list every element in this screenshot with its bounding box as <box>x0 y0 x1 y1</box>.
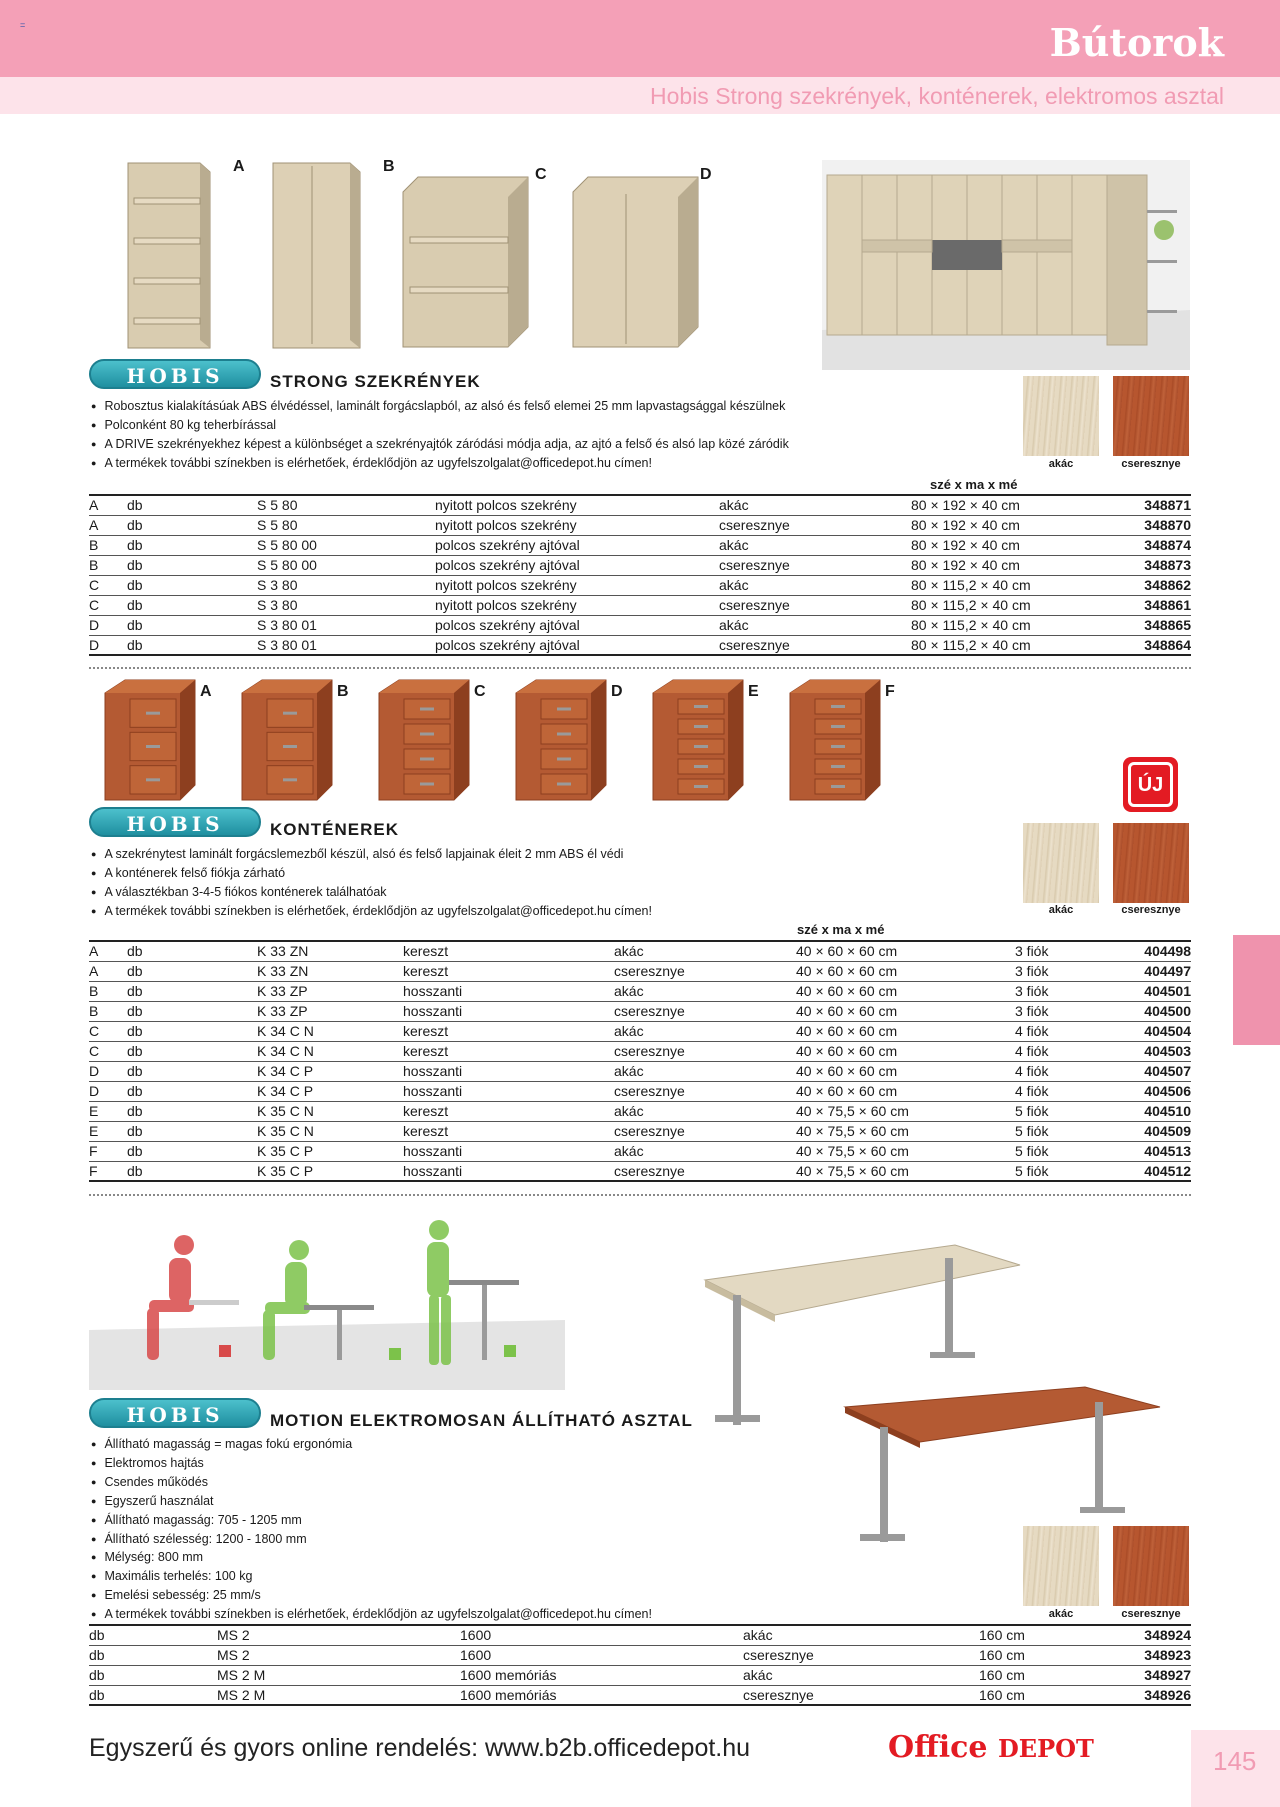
ergonomics-illustration <box>89 1210 565 1390</box>
bullet-item: ● A termékek további színekben is elérhetőek, érdeklődjön az ugyfelszolgalat@officedepot.hu címen! <box>91 903 1011 922</box>
table-row <box>89 1101 1191 1121</box>
table-cell: kereszt <box>403 1041 614 1061</box>
table-cell: 5 fiók <box>1015 1101 1115 1121</box>
table-cell: akác <box>614 1141 796 1161</box>
bullet-item: ● A termékek további színekben is elérhetőek, érdeklődjön az ugyfelszolgalat@officedepot.hu címen! <box>91 1606 1011 1625</box>
table-cell: 80 × 115,2 × 40 cm <box>911 575 1091 595</box>
table-cell: D <box>89 615 127 635</box>
table-cell: K 35 C N <box>257 1121 403 1141</box>
label-c: C <box>474 683 486 700</box>
table-cell: K 35 C P <box>257 1161 403 1181</box>
table-cell: akác <box>614 1061 796 1081</box>
table-cell: db <box>127 635 257 655</box>
product-code: 404513 <box>1115 1141 1191 1161</box>
product-code: 404498 <box>1115 941 1191 961</box>
label-b: B <box>383 158 395 175</box>
table-cell: 80 × 115,2 × 40 cm <box>911 615 1091 635</box>
bullet-item: ● Maximális terhelés: 100 kg <box>91 1568 1011 1587</box>
table-cell: db <box>127 595 257 615</box>
desk-table <box>89 1624 1191 1706</box>
product-code: 348865 <box>1091 615 1191 635</box>
table-cell: hosszanti <box>403 1081 614 1101</box>
table-row <box>89 535 1191 555</box>
container-image-c <box>374 675 474 805</box>
hobis-logo-3: HOBIS <box>89 1398 261 1428</box>
table-cell: B <box>89 535 127 555</box>
product-code: 404500 <box>1115 1001 1191 1021</box>
swatch-akac <box>1023 1526 1099 1606</box>
table-cell: nyitott polcos szekrény <box>435 595 719 615</box>
swatch-cseresznye <box>1113 1526 1189 1606</box>
bullet-item: ● Állítható magasság: 705 - 1205 mm <box>91 1512 1011 1531</box>
table-cell: kereszt <box>403 1021 614 1041</box>
product-code: 404512 <box>1115 1161 1191 1181</box>
swatch-label-cseresznye: cseresznye <box>1121 904 1181 916</box>
table-cell: db <box>127 555 257 575</box>
table-cell: akác <box>719 535 911 555</box>
table-cell: K 34 C N <box>257 1021 403 1041</box>
table-cell: cseresznye <box>614 1001 796 1021</box>
table-row <box>89 555 1191 575</box>
table-cell: cseresznye <box>719 595 911 615</box>
bullet-item: ● Polconként 80 kg teherbírással <box>91 417 1011 436</box>
table-cell: B <box>89 981 127 1001</box>
table-cell: A <box>89 515 127 535</box>
table-cell: S 3 80 01 <box>257 615 435 635</box>
table-cell: 80 × 192 × 40 cm <box>911 535 1091 555</box>
table-cell: C <box>89 1041 127 1061</box>
table-cell: 4 fiók <box>1015 1041 1115 1061</box>
table-cell: B <box>89 1001 127 1021</box>
table-cell: hosszanti <box>403 1141 614 1161</box>
table-cell: db <box>127 1001 257 1021</box>
table-cell: 4 fiók <box>1015 1021 1115 1041</box>
bullet-item: ● A választékban 3-4-5 fiókos konténerek találhatóak <box>91 884 1011 903</box>
table-cell: 40 × 75,5 × 60 cm <box>796 1161 1015 1181</box>
product-code: 348874 <box>1091 535 1191 555</box>
hobis-logo-1: HOBIS <box>89 359 261 389</box>
table-cell: S 5 80 <box>257 495 435 515</box>
container-image-e <box>648 675 748 805</box>
table-row <box>89 1121 1191 1141</box>
cabinet-image-b <box>268 158 368 353</box>
swatch-akac <box>1023 823 1099 903</box>
table-cell: akác <box>614 1101 796 1121</box>
hobis-logo-2: HOBIS <box>89 807 261 837</box>
table-cell: akác <box>719 495 911 515</box>
cabinet-image-d <box>568 172 703 352</box>
table-cell: C <box>89 1021 127 1041</box>
product-code: 404503 <box>1115 1041 1191 1061</box>
table-cell: db <box>127 1021 257 1041</box>
table-cell: MS 2 <box>217 1645 460 1665</box>
table-cell: 40 × 60 × 60 cm <box>796 941 1015 961</box>
table-row <box>89 1685 1191 1705</box>
table-cell: 3 fiók <box>1015 961 1115 981</box>
table-cell: 80 × 192 × 40 cm <box>911 555 1091 575</box>
product-code: 348862 <box>1091 575 1191 595</box>
table-cell: db <box>127 1121 257 1141</box>
table-cell: 80 × 192 × 40 cm <box>911 495 1091 515</box>
table-row <box>89 575 1191 595</box>
swatch-cseresznye <box>1113 376 1189 456</box>
container-image-d <box>511 675 611 805</box>
table-cell: 5 fiók <box>1015 1141 1115 1161</box>
table-cell: F <box>89 1141 127 1161</box>
product-code: 404509 <box>1115 1121 1191 1141</box>
table-row <box>89 1021 1191 1041</box>
table-row <box>89 941 1191 961</box>
bullet-item: ● A DRIVE szekrényekhez képest a különbséget a szekrényajtók záródási módja adja, az ajtó a felső és alsó lap közé záródik <box>91 436 1011 455</box>
section-divider <box>89 667 1191 669</box>
table-cell: K 34 C P <box>257 1081 403 1101</box>
table-cell: db <box>89 1685 217 1705</box>
table-cell: db <box>127 575 257 595</box>
header-bar <box>0 0 1280 77</box>
bullet-list-cabinets <box>91 398 1011 474</box>
table-row <box>89 1645 1191 1665</box>
table-cell: 80 × 115,2 × 40 cm <box>911 635 1091 655</box>
table-cell: 3 fiók <box>1015 981 1115 1001</box>
table-cell: cseresznye <box>614 961 796 981</box>
subheader-bar <box>0 77 1280 114</box>
table-cell: db <box>127 515 257 535</box>
table-row <box>89 1081 1191 1101</box>
label-f: F <box>885 683 895 700</box>
table-cell: 160 cm <box>979 1665 1091 1685</box>
table-cell: E <box>89 1121 127 1141</box>
table-cell: D <box>89 1081 127 1101</box>
table-cell: C <box>89 595 127 615</box>
table-cell: S 3 80 <box>257 575 435 595</box>
office-wall-photo <box>822 160 1190 370</box>
bullet-item: ● Elektromos hajtás <box>91 1455 1011 1474</box>
table-cell: 160 cm <box>979 1685 1091 1705</box>
container-image-b <box>237 675 337 805</box>
table-cell: S 5 80 00 <box>257 555 435 575</box>
dimension-header: szé x ma x mé <box>930 477 1018 492</box>
table-cell: cseresznye <box>614 1041 796 1061</box>
table-cell: db <box>89 1625 217 1645</box>
table-cell: K 35 C P <box>257 1141 403 1161</box>
table-cell: 1600 <box>460 1625 743 1645</box>
table-cell: 40 × 75,5 × 60 cm <box>796 1101 1015 1121</box>
table-cell: 40 × 60 × 60 cm <box>796 981 1015 1001</box>
bullet-item: ● A termékek további színekben is elérhetőek, érdeklődjön az ugyfelszolgalat@officedepot.hu címen! <box>91 455 1011 474</box>
table-cell: 40 × 75,5 × 60 cm <box>796 1121 1015 1141</box>
product-code: 348923 <box>1091 1645 1191 1665</box>
new-badge: ÚJ <box>1123 757 1178 812</box>
container-table <box>89 940 1191 1182</box>
table-cell: 3 fiók <box>1015 1001 1115 1021</box>
table-cell: kereszt <box>403 941 614 961</box>
bullet-item: ● Mélység: 800 mm <box>91 1549 1011 1568</box>
table-cell: 160 cm <box>979 1645 1091 1665</box>
table-cell: db <box>89 1645 217 1665</box>
section-title-desk: MOTION ELEKTROMOSAN ÁLLÍTHATÓ ASZTAL <box>270 1411 693 1430</box>
product-code: 348924 <box>1091 1625 1191 1645</box>
table-cell: K 33 ZP <box>257 1001 403 1021</box>
swatch-akac <box>1023 376 1099 456</box>
table-row <box>89 1141 1191 1161</box>
swatch-cseresznye <box>1113 823 1189 903</box>
table-cell: hosszanti <box>403 1161 614 1181</box>
table-cell: MS 2 M <box>217 1685 460 1705</box>
bullet-item: ● Egyszerű használat <box>91 1493 1011 1512</box>
bullet-item: ● Állítható szélesség: 1200 - 1800 mm <box>91 1531 1011 1550</box>
table-cell: A <box>89 961 127 981</box>
table-cell: 40 × 60 × 60 cm <box>796 961 1015 981</box>
office-depot-logo: Office DEPOT <box>888 1730 1094 1765</box>
bullet-list-containers <box>91 846 1011 922</box>
table-cell: 4 fiók <box>1015 1061 1115 1081</box>
container-image-a <box>100 675 200 805</box>
table-cell: MS 2 <box>217 1625 460 1645</box>
table-cell: db <box>127 961 257 981</box>
side-tab[interactable] <box>1233 935 1280 1045</box>
table-row <box>89 1041 1191 1061</box>
table-cell: 40 × 75,5 × 60 cm <box>796 1141 1015 1161</box>
swatch-label-cseresznye: cseresznye <box>1121 458 1181 470</box>
table-cell: S 3 80 <box>257 595 435 615</box>
flag-icon: = <box>20 20 26 30</box>
swatch-label-akac: akác <box>1048 904 1074 916</box>
label-a: A <box>233 158 245 175</box>
table-cell: cseresznye <box>743 1685 979 1705</box>
table-cell: 40 × 60 × 60 cm <box>796 1081 1015 1101</box>
product-code: 404506 <box>1115 1081 1191 1101</box>
table-cell: polcos szekrény ajtóval <box>435 535 719 555</box>
table-cell: kereszt <box>403 1101 614 1121</box>
table-cell: K 34 C N <box>257 1041 403 1061</box>
product-code: 404501 <box>1115 981 1191 1001</box>
table-cell: cseresznye <box>614 1121 796 1141</box>
table-cell: polcos szekrény ajtóval <box>435 635 719 655</box>
section-title-containers: KONTÉNEREK <box>270 820 400 839</box>
bullet-item: ● A konténerek felső fiókja zárható <box>91 865 1011 884</box>
table-cell: 40 × 60 × 60 cm <box>796 1001 1015 1021</box>
table-cell: akác <box>719 615 911 635</box>
table-cell: db <box>127 615 257 635</box>
label-b: B <box>337 683 349 700</box>
table-cell: K 34 C P <box>257 1061 403 1081</box>
table-cell: A <box>89 495 127 515</box>
bullet-item: ● Robosztus kialakításúak ABS élvédéssel, laminált forgácslapból, az alsó és felső elemei 25 mm lapvastagsággal készülnek <box>91 398 1011 417</box>
table-row <box>89 1625 1191 1645</box>
table-cell: C <box>89 575 127 595</box>
section-divider <box>89 1194 1191 1196</box>
table-cell: K 35 C N <box>257 1101 403 1121</box>
bullet-item: ● Csendes működés <box>91 1474 1011 1493</box>
table-cell: nyitott polcos szekrény <box>435 575 719 595</box>
table-row <box>89 595 1191 615</box>
product-code: 404497 <box>1115 961 1191 981</box>
table-row <box>89 1001 1191 1021</box>
table-row <box>89 495 1191 515</box>
table-cell: S 5 80 00 <box>257 535 435 555</box>
table-cell: polcos szekrény ajtóval <box>435 615 719 635</box>
product-code: 348864 <box>1091 635 1191 655</box>
table-cell: akác <box>743 1665 979 1685</box>
label-a: A <box>200 683 212 700</box>
label-d: D <box>611 683 623 700</box>
table-cell: 3 fiók <box>1015 941 1115 961</box>
table-cell: 5 fiók <box>1015 1161 1115 1181</box>
table-cell: polcos szekrény ajtóval <box>435 555 719 575</box>
table-cell: db <box>127 1141 257 1161</box>
product-code: 348871 <box>1091 495 1191 515</box>
table-cell: hosszanti <box>403 981 614 1001</box>
table-cell: db <box>127 1081 257 1101</box>
bullet-item: ● Állítható magasság = magas fokú ergonómia <box>91 1436 1011 1455</box>
cabinet-table <box>89 494 1191 656</box>
table-cell: akác <box>614 981 796 1001</box>
table-cell: nyitott polcos szekrény <box>435 495 719 515</box>
table-cell: D <box>89 635 127 655</box>
product-code: 404507 <box>1115 1061 1191 1081</box>
table-cell: akác <box>614 1021 796 1041</box>
table-cell: db <box>127 1041 257 1061</box>
table-cell: 1600 <box>460 1645 743 1665</box>
product-code: 404504 <box>1115 1021 1191 1041</box>
page-subtitle: Hobis Strong szekrények, konténerek, elektromos asztal <box>650 83 1224 109</box>
table-cell: hosszanti <box>403 1001 614 1021</box>
table-row <box>89 635 1191 655</box>
table-cell: cseresznye <box>614 1081 796 1101</box>
table-cell: MS 2 M <box>217 1665 460 1685</box>
bullet-item: ● Emelési sebesség: 25 mm/s <box>91 1587 1011 1606</box>
dimension-header: szé x ma x mé <box>797 922 885 937</box>
container-image-f <box>785 675 885 805</box>
table-cell: kereszt <box>403 1121 614 1141</box>
product-code: 404510 <box>1115 1101 1191 1121</box>
table-cell: S 3 80 01 <box>257 635 435 655</box>
label-c: C <box>535 166 547 183</box>
table-cell: E <box>89 1101 127 1121</box>
label-e: E <box>748 683 759 700</box>
table-cell: 40 × 60 × 60 cm <box>796 1061 1015 1081</box>
table-cell: K 33 ZN <box>257 941 403 961</box>
table-cell: db <box>127 535 257 555</box>
table-cell: db <box>89 1665 217 1685</box>
table-cell: 1600 memóriás <box>460 1685 743 1705</box>
table-row <box>89 615 1191 635</box>
table-cell: db <box>127 1061 257 1081</box>
bullet-item: ● A szekrénytest laminált forgácslemezből készül, alsó és felső lapjainak éleit 2 mm ABS él védi <box>91 846 1011 865</box>
table-cell: D <box>89 1061 127 1081</box>
table-cell: cseresznye <box>719 515 911 535</box>
table-cell: nyitott polcos szekrény <box>435 515 719 535</box>
table-row <box>89 515 1191 535</box>
cabinet-image-a <box>118 158 218 353</box>
footer-order-text: Egyszerű és gyors online rendelés: www.b2b.officedepot.hu <box>89 1734 751 1762</box>
table-cell: db <box>127 941 257 961</box>
table-cell: 40 × 60 × 60 cm <box>796 1021 1015 1041</box>
table-cell: 80 × 192 × 40 cm <box>911 515 1091 535</box>
table-cell: 4 fiók <box>1015 1081 1115 1101</box>
table-cell: db <box>127 1101 257 1121</box>
table-row <box>89 1665 1191 1685</box>
table-cell: cseresznye <box>614 1161 796 1181</box>
table-cell: cseresznye <box>719 555 911 575</box>
product-code: 348861 <box>1091 595 1191 615</box>
table-row <box>89 961 1191 981</box>
product-code: 348873 <box>1091 555 1191 575</box>
table-cell: F <box>89 1161 127 1181</box>
table-cell: A <box>89 941 127 961</box>
table-cell: K 33 ZP <box>257 981 403 1001</box>
table-cell: akác <box>743 1625 979 1645</box>
table-cell: 40 × 60 × 60 cm <box>796 1041 1015 1061</box>
table-cell: db <box>127 1161 257 1181</box>
product-code: 348926 <box>1091 1685 1191 1705</box>
table-cell: cseresznye <box>719 635 911 655</box>
table-cell: kereszt <box>403 961 614 981</box>
table-cell: B <box>89 555 127 575</box>
label-d: D <box>700 166 712 183</box>
product-code: 348927 <box>1091 1665 1191 1685</box>
table-row <box>89 1061 1191 1081</box>
table-cell: db <box>127 495 257 515</box>
section-title-cabinets: STRONG SZEKRÉNYEK <box>270 372 481 391</box>
table-cell: S 5 80 <box>257 515 435 535</box>
table-cell: cseresznye <box>743 1645 979 1665</box>
table-cell: K 33 ZN <box>257 961 403 981</box>
table-cell: 80 × 115,2 × 40 cm <box>911 595 1091 615</box>
page-number: 145 <box>1191 1730 1280 1807</box>
table-cell: 160 cm <box>979 1625 1091 1645</box>
table-cell: akác <box>614 941 796 961</box>
swatch-label-akac: akác <box>1048 458 1074 470</box>
swatch-label-akac: akác <box>1048 1608 1074 1620</box>
table-cell: 5 fiók <box>1015 1121 1115 1141</box>
table-cell: 1600 memóriás <box>460 1665 743 1685</box>
bullet-list-desk <box>91 1436 1011 1625</box>
table-row <box>89 981 1191 1001</box>
cabinet-image-c <box>398 172 533 352</box>
table-cell: hosszanti <box>403 1061 614 1081</box>
product-code: 348870 <box>1091 515 1191 535</box>
swatch-label-cseresznye: cseresznye <box>1121 1608 1181 1620</box>
table-cell: akác <box>719 575 911 595</box>
table-row <box>89 1161 1191 1181</box>
table-cell: db <box>127 981 257 1001</box>
page-title: Bútorok <box>1049 20 1224 65</box>
